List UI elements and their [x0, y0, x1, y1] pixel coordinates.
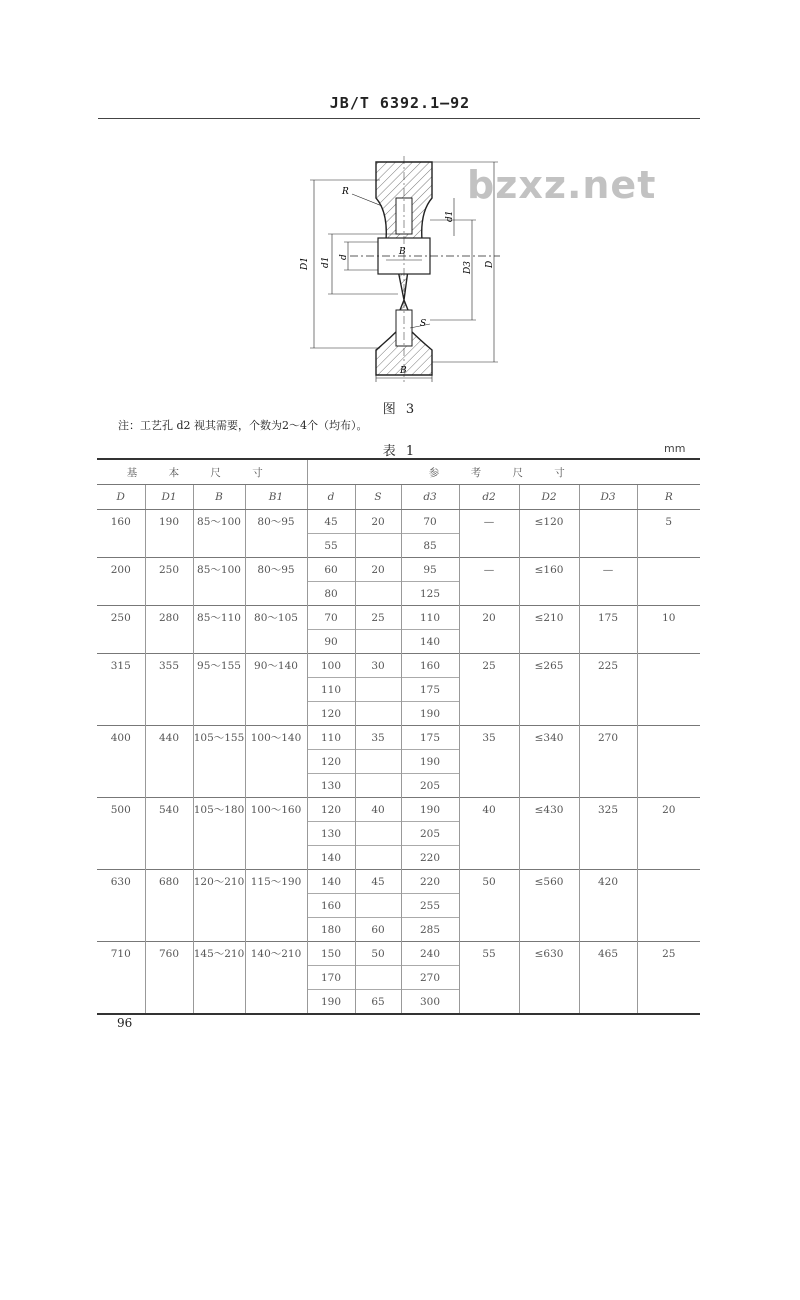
- figure-caption: 图 3: [382, 402, 418, 417]
- table-cell: 25: [637, 942, 700, 966]
- column-header: S: [355, 485, 401, 510]
- column-header: d: [307, 485, 355, 510]
- label-s: S: [420, 319, 427, 329]
- table-cell: ≤630: [519, 942, 579, 966]
- table-cell: 225: [579, 654, 637, 678]
- table-cell: [145, 630, 193, 654]
- table-cell: [637, 558, 700, 582]
- table-cell: 140～210: [245, 942, 307, 966]
- table-row: [97, 990, 700, 1015]
- table-cell: 110: [401, 606, 459, 630]
- table-cell: [193, 990, 245, 1015]
- table-cell: 60: [355, 918, 401, 942]
- table-cell: 400: [97, 726, 145, 750]
- table-cell: 140: [307, 846, 355, 870]
- table-cell: 70: [307, 606, 355, 630]
- table-cell: 255: [401, 894, 459, 918]
- table-cell: [97, 894, 145, 918]
- table-cell: 160: [97, 510, 145, 534]
- standard-number: JB/T 6392.1—92: [329, 94, 471, 112]
- table-cell: 50: [459, 870, 519, 894]
- table-cell: 140: [307, 870, 355, 894]
- table-cell: —: [459, 558, 519, 582]
- table-cell: [355, 678, 401, 702]
- table-cell: 145～210: [193, 942, 245, 966]
- table-cell: 150: [307, 942, 355, 966]
- table-cell: [193, 774, 245, 798]
- table-cell: [355, 582, 401, 606]
- table-cell: [97, 774, 145, 798]
- table-row: [97, 510, 700, 534]
- table-cell: [637, 702, 700, 726]
- table-row: [97, 606, 700, 630]
- table-cell: [145, 582, 193, 606]
- column-header: R: [637, 485, 700, 510]
- table-cell: [145, 750, 193, 774]
- table-cell: 630: [97, 870, 145, 894]
- table-cell: [145, 966, 193, 990]
- table-cell: 20: [637, 798, 700, 822]
- table-cell: 95～155: [193, 654, 245, 678]
- table-row: [97, 534, 700, 558]
- table-cell: [637, 918, 700, 942]
- table-cell: [193, 582, 245, 606]
- table-cell: 80～95: [245, 510, 307, 534]
- table-cell: 80～105: [245, 606, 307, 630]
- table-cell: [637, 534, 700, 558]
- table-cell: [355, 822, 401, 846]
- table-cell: 50: [355, 942, 401, 966]
- table-cell: 80: [307, 582, 355, 606]
- table-cell: 190: [145, 510, 193, 534]
- table-cell: 25: [355, 606, 401, 630]
- table-cell: 5: [637, 510, 700, 534]
- table-cell: 270: [579, 726, 637, 750]
- table-cell: ≤265: [519, 654, 579, 678]
- table-cell: [519, 966, 579, 990]
- table-cell: 760: [145, 942, 193, 966]
- column-header: d2: [459, 485, 519, 510]
- column-header: D3: [579, 485, 637, 510]
- column-header: D2: [519, 485, 579, 510]
- table-cell: 35: [459, 726, 519, 750]
- table-cell: [519, 990, 579, 1015]
- table-cell: ≤210: [519, 606, 579, 630]
- table-cell: 85～100: [193, 510, 245, 534]
- table-cell: 140: [401, 630, 459, 654]
- table-cell: 125: [401, 582, 459, 606]
- table-cell: [579, 894, 637, 918]
- table-cell: [145, 894, 193, 918]
- table-cell: 110: [307, 726, 355, 750]
- table-cell: 325: [579, 798, 637, 822]
- table-cell: [245, 678, 307, 702]
- table-cell: 190: [401, 798, 459, 822]
- table-row: [97, 750, 700, 774]
- table-cell: [459, 630, 519, 654]
- column-header: D1: [145, 485, 193, 510]
- table-cell: [459, 678, 519, 702]
- table-cell: 175: [579, 606, 637, 630]
- table-row: [97, 894, 700, 918]
- table-cell: [579, 822, 637, 846]
- table-cell: 40: [459, 798, 519, 822]
- table-cell: [355, 630, 401, 654]
- table-cell: [637, 726, 700, 750]
- table-cell: 35: [355, 726, 401, 750]
- table-cell: 120: [307, 750, 355, 774]
- table-cell: [459, 822, 519, 846]
- table-cell: 85: [401, 534, 459, 558]
- table-cell: [193, 822, 245, 846]
- table-cell: 285: [401, 918, 459, 942]
- table-cell: [97, 990, 145, 1015]
- table-row: [97, 918, 700, 942]
- table-cell: [637, 966, 700, 990]
- table-cell: [193, 918, 245, 942]
- table-cell: 355: [145, 654, 193, 678]
- table-cell: [459, 918, 519, 942]
- table-cell: [145, 678, 193, 702]
- table-cell: 20: [355, 558, 401, 582]
- table-cell: 170: [307, 966, 355, 990]
- table-cell: [245, 774, 307, 798]
- table-cell: [519, 822, 579, 846]
- group-header-reference: 参 考 尺 寸: [307, 459, 700, 485]
- table-cell: 100～140: [245, 726, 307, 750]
- table-row: [97, 582, 700, 606]
- table-row: [97, 678, 700, 702]
- table-cell: [245, 822, 307, 846]
- table-cell: 55: [459, 942, 519, 966]
- table-cell: 500: [97, 798, 145, 822]
- table-cell: 440: [145, 726, 193, 750]
- table-cell: 100～160: [245, 798, 307, 822]
- table-cell: 250: [97, 606, 145, 630]
- table-cell: [145, 990, 193, 1015]
- table-cell: [519, 534, 579, 558]
- table-cell: [637, 870, 700, 894]
- table-cell: [145, 774, 193, 798]
- table-cell: [245, 630, 307, 654]
- table-cell: 70: [401, 510, 459, 534]
- table-cell: 20: [459, 606, 519, 630]
- table-cell: [97, 966, 145, 990]
- table-cell: [245, 894, 307, 918]
- table-cell: [459, 750, 519, 774]
- table-cell: [459, 846, 519, 870]
- table-cell: 190: [401, 702, 459, 726]
- table-cell: 55: [307, 534, 355, 558]
- table-cell: [579, 678, 637, 702]
- table-cell: 205: [401, 774, 459, 798]
- table-cell: [459, 534, 519, 558]
- table-cell: 190: [307, 990, 355, 1015]
- table-cell: 205: [401, 822, 459, 846]
- table-cell: 465: [579, 942, 637, 966]
- table-cell: [245, 990, 307, 1015]
- table-cell: [637, 822, 700, 846]
- table-cell: 115～190: [245, 870, 307, 894]
- table-cell: 25: [459, 654, 519, 678]
- column-header: B1: [245, 485, 307, 510]
- table-cell: [459, 894, 519, 918]
- table-cell: [193, 966, 245, 990]
- table-cell: [519, 702, 579, 726]
- watermark: bzxz.net: [467, 163, 657, 207]
- table-row: [97, 654, 700, 678]
- table-cell: [245, 582, 307, 606]
- table-cell: [519, 582, 579, 606]
- table-cell: [637, 582, 700, 606]
- table-cell: 315: [97, 654, 145, 678]
- table-cell: 65: [355, 990, 401, 1015]
- table-cell: [193, 534, 245, 558]
- table-cell: 220: [401, 846, 459, 870]
- table-cell: [97, 918, 145, 942]
- table-cell: [579, 918, 637, 942]
- column-header: B: [193, 485, 245, 510]
- table-cell: 250: [145, 558, 193, 582]
- table-cell: 160: [307, 894, 355, 918]
- table-cell: 540: [145, 798, 193, 822]
- table-cell: [519, 774, 579, 798]
- table-cell: [145, 846, 193, 870]
- table-cell: [97, 750, 145, 774]
- table-cell: [355, 750, 401, 774]
- group-header-basic: 基 本 尺 寸: [97, 459, 307, 485]
- table-cell: [97, 534, 145, 558]
- table-cell: [579, 990, 637, 1015]
- table-cell: 200: [97, 558, 145, 582]
- table-title: 表 1: [382, 444, 418, 459]
- table-cell: 45: [355, 870, 401, 894]
- table-cell: 40: [355, 798, 401, 822]
- table-cell: [519, 846, 579, 870]
- table-cell: [579, 510, 637, 534]
- table-row: [97, 846, 700, 870]
- table-row: [97, 942, 700, 966]
- table-cell: [579, 846, 637, 870]
- table-cell: [579, 966, 637, 990]
- table-row: [97, 702, 700, 726]
- table-cell: 100: [307, 654, 355, 678]
- table-cell: 240: [401, 942, 459, 966]
- table-cell: ≤560: [519, 870, 579, 894]
- table-cell: [355, 846, 401, 870]
- table-cell: [519, 918, 579, 942]
- table-cell: 160: [401, 654, 459, 678]
- label-d2: d1: [445, 210, 455, 222]
- table-cell: [245, 702, 307, 726]
- table-cell: [637, 894, 700, 918]
- label-r: R: [342, 187, 349, 197]
- table-cell: [579, 702, 637, 726]
- table-cell: 120～210: [193, 870, 245, 894]
- table-cell: 30: [355, 654, 401, 678]
- table-cell: [579, 582, 637, 606]
- table-cell: [97, 846, 145, 870]
- table-cell: [97, 582, 145, 606]
- table-cell: [519, 894, 579, 918]
- table-cell: [459, 702, 519, 726]
- table-cell: [519, 750, 579, 774]
- label-b: B: [400, 366, 407, 376]
- table-cell: [193, 846, 245, 870]
- table-unit: mm: [664, 442, 686, 455]
- table-row: [97, 726, 700, 750]
- table-row: [97, 822, 700, 846]
- table-cell: [355, 534, 401, 558]
- table-cell: [193, 702, 245, 726]
- table-cell: 300: [401, 990, 459, 1015]
- table-cell: 60: [307, 558, 355, 582]
- table-cell: ≤120: [519, 510, 579, 534]
- table-cell: [193, 630, 245, 654]
- table-cell: ≤160: [519, 558, 579, 582]
- table-cell: 175: [401, 726, 459, 750]
- table-cell: —: [579, 558, 637, 582]
- table-cell: [637, 654, 700, 678]
- table-cell: [579, 534, 637, 558]
- table-cell: 680: [145, 870, 193, 894]
- table-row: [97, 870, 700, 894]
- table-cell: [637, 678, 700, 702]
- table-cell: 90～140: [245, 654, 307, 678]
- table-cell: [355, 966, 401, 990]
- table-cell: 90: [307, 630, 355, 654]
- table-cell: [193, 894, 245, 918]
- table-cell: 175: [401, 678, 459, 702]
- table-cell: 10: [637, 606, 700, 630]
- table-cell: [145, 702, 193, 726]
- table-cell: 105～180: [193, 798, 245, 822]
- table-cell: [245, 966, 307, 990]
- table-cell: 85～100: [193, 558, 245, 582]
- table-cell: [355, 774, 401, 798]
- table-cell: 190: [401, 750, 459, 774]
- table-cell: [579, 750, 637, 774]
- table-row: [97, 798, 700, 822]
- table-cell: 105～155: [193, 726, 245, 750]
- table-cell: 180: [307, 918, 355, 942]
- table-cell: [97, 678, 145, 702]
- note-text: 注：工艺孔 d2 视其需要，个数为2～4个（均布）。: [118, 419, 368, 432]
- table-cell: [637, 990, 700, 1015]
- table-cell: [97, 822, 145, 846]
- table-cell: 220: [401, 870, 459, 894]
- table-cell: [193, 678, 245, 702]
- table-cell: [245, 918, 307, 942]
- table-cell: [579, 774, 637, 798]
- column-header: d3: [401, 485, 459, 510]
- table-row: [97, 558, 700, 582]
- table-cell: [193, 750, 245, 774]
- table-cell: [459, 774, 519, 798]
- table-cell: [145, 822, 193, 846]
- table-cell: [245, 750, 307, 774]
- header-rule: [98, 118, 700, 119]
- label-d1-outer: D1: [300, 257, 310, 270]
- column-header: D: [97, 485, 145, 510]
- label-b1: B: [399, 247, 406, 257]
- table-cell: 280: [145, 606, 193, 630]
- table-cell: 95: [401, 558, 459, 582]
- table-cell: [245, 846, 307, 870]
- label-d3: D3: [463, 261, 473, 274]
- label-d1-hub: d1: [321, 256, 331, 268]
- table-cell: [97, 630, 145, 654]
- table-cell: —: [459, 510, 519, 534]
- table-cell: 130: [307, 822, 355, 846]
- table-cell: ≤340: [519, 726, 579, 750]
- table-cell: 130: [307, 774, 355, 798]
- table-row: [97, 774, 700, 798]
- column-symbol-row: [97, 485, 700, 510]
- table-cell: 420: [579, 870, 637, 894]
- table-cell: 120: [307, 702, 355, 726]
- table-cell: [637, 630, 700, 654]
- table-cell: 45: [307, 510, 355, 534]
- table-cell: 270: [401, 966, 459, 990]
- table-cell: [459, 582, 519, 606]
- table-cell: 20: [355, 510, 401, 534]
- table-cell: 710: [97, 942, 145, 966]
- table-row: [97, 966, 700, 990]
- dimension-table: [97, 458, 700, 1015]
- table-cell: 85～110: [193, 606, 245, 630]
- table-cell: [245, 534, 307, 558]
- table-cell: [637, 846, 700, 870]
- table-cell: [579, 630, 637, 654]
- table-row: [97, 630, 700, 654]
- table-cell: 110: [307, 678, 355, 702]
- table-cell: [459, 966, 519, 990]
- table-cell: [145, 918, 193, 942]
- label-d-outer: D: [485, 260, 495, 268]
- table-cell: [97, 702, 145, 726]
- label-d: d: [339, 254, 349, 260]
- table-cell: [519, 630, 579, 654]
- table-cell: 80～95: [245, 558, 307, 582]
- table-cell: ≤430: [519, 798, 579, 822]
- table-cell: [637, 750, 700, 774]
- table-cell: 120: [307, 798, 355, 822]
- page-number: 96: [117, 1016, 133, 1030]
- table-cell: [637, 774, 700, 798]
- table-cell: [355, 894, 401, 918]
- table-cell: [145, 534, 193, 558]
- table-cell: [519, 678, 579, 702]
- table-cell: [355, 702, 401, 726]
- table-cell: [459, 990, 519, 1015]
